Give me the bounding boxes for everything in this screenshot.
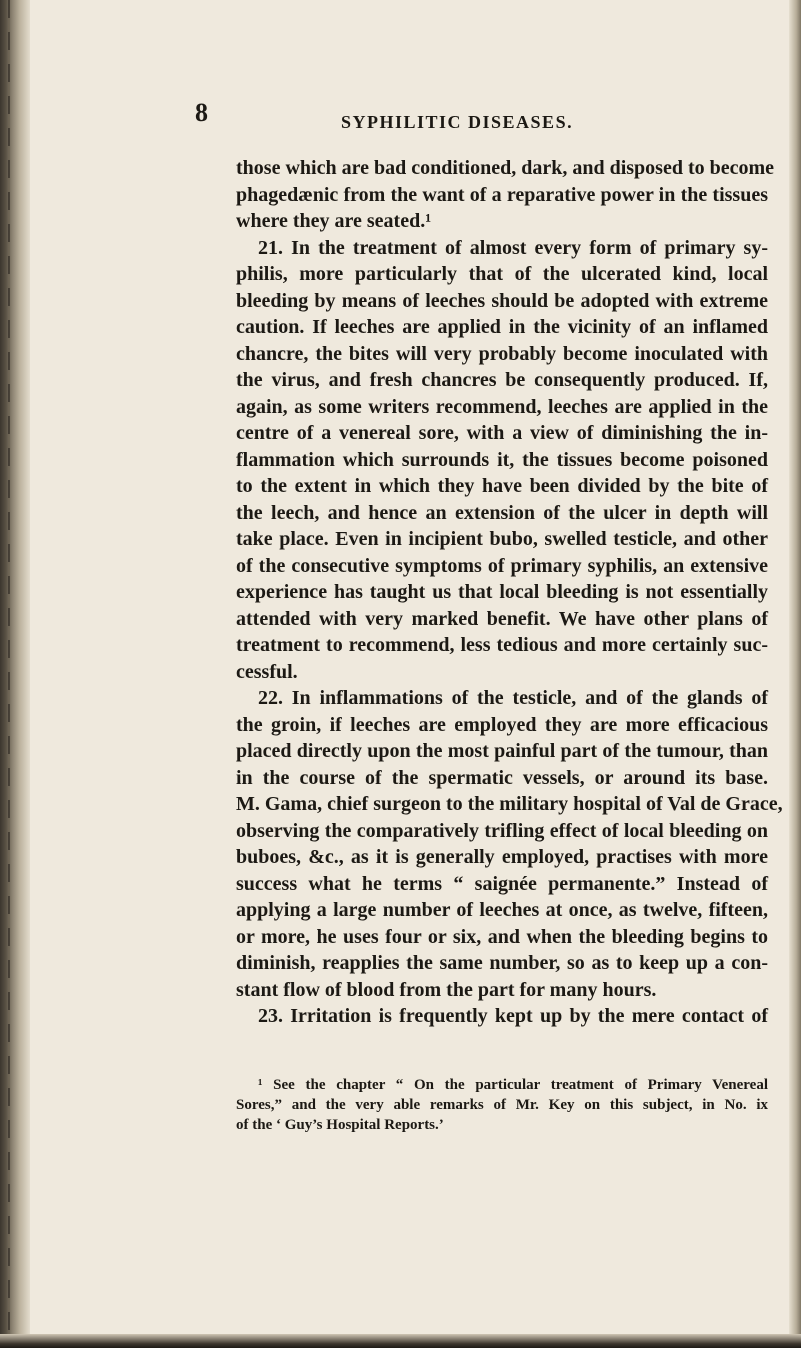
text-line: the groin, if leeches are employed they are more efficacious [236, 713, 768, 736]
footnote-line: ¹ See the chapter “ On the particular treatment of Primary Venereal [258, 1077, 768, 1093]
text-line: in the course of the spermatic vessels, or around its base. [236, 766, 768, 789]
text-line: or more, he uses four or six, and when the bleeding begins to [236, 925, 768, 948]
text-line: buboes, &c., as it is generally employed, practises with more [236, 846, 768, 868]
text-line: chancre, the bites will very probably become inoculated with [236, 342, 768, 365]
text-line: treatment to recommend, less tedious and more certainly suc- [236, 634, 768, 656]
page-right-edge [789, 0, 801, 1348]
footnote-line: of the ‘ Guy’s Hospital Reports.’ [236, 1117, 444, 1133]
text-line: those which are bad conditioned, dark, and disposed to become [236, 157, 775, 179]
page-bottom-edge [0, 1334, 801, 1348]
page-number: 8 [195, 98, 208, 127]
text-line: applying a large number of leeches at once, as twelve, fifteen, [236, 899, 768, 921]
text-line: to the extent in which they have been divided by the bite of [236, 475, 768, 497]
text-line: bleeding by means of leeches should be adopted with extreme [236, 289, 768, 312]
text-line: flammation which surrounds it, the tissues become poisoned [236, 448, 768, 471]
text-line: the leech, and hence an extension of the ulcer in depth will [236, 501, 768, 524]
book-binding-shadow [0, 0, 30, 1348]
text-line: of the consecutive symptoms of primary syphilis, an extensive [236, 554, 768, 577]
text-line: philis, more particularly that of the ulcerated kind, local [236, 263, 768, 285]
text-line: observing the comparatively trifling effect of local bleeding on [236, 819, 768, 842]
paragraph-22-start: 22. In inflammations of the testicle, and of the glands of [258, 687, 768, 709]
text-line: centre of a venereal sore, with a view of diminishing the in- [236, 422, 768, 444]
text-line: success what he terms “ saignée permanente.” Instead of [236, 872, 768, 895]
text-line: again, as some writers recommend, leeches are applied in the [236, 395, 768, 418]
text-line: cessful. [236, 660, 298, 683]
body-text [236, 155, 783, 1030]
text-line: caution. If leeches are applied in the vicinity of an inflamed [236, 316, 768, 338]
footnote-line: Sores,” and the very able remarks of Mr. Key on this subject, in No. ix [236, 1097, 768, 1113]
text-line: diminish, reapplies the same number, so as to keep up a con- [236, 952, 768, 974]
text-line: the virus, and fresh chancres be consequently produced. If, [236, 369, 768, 391]
paragraph-21-start: 21. In the treatment of almost every form of primary sy- [258, 236, 768, 259]
paragraph-23-start: 23. Irritation is frequently kept up by the mere contact of [258, 1005, 768, 1027]
running-head: SYPHILITIC DISEASES. [341, 112, 574, 132]
text-line: phagedænic from the want of a reparative power in the tissues [236, 183, 768, 206]
text-line: take place. Even in incipient bubo, swelled testicle, and other [236, 528, 768, 550]
text-line: M. Gama, chief surgeon to the military hospital of Val de Grace, [236, 793, 783, 815]
text-line: experience has taught us that local bleeding is not essentially [236, 581, 768, 603]
text-line: placed directly upon the most painful part of the tumour, than [236, 740, 768, 762]
footnote [236, 1075, 768, 1135]
text-line: where they are seated.¹ [236, 210, 432, 232]
text-line: attended with very marked benefit. We have other plans of [236, 607, 768, 630]
text-line: stant flow of blood from the part for many hours. [236, 978, 657, 1001]
